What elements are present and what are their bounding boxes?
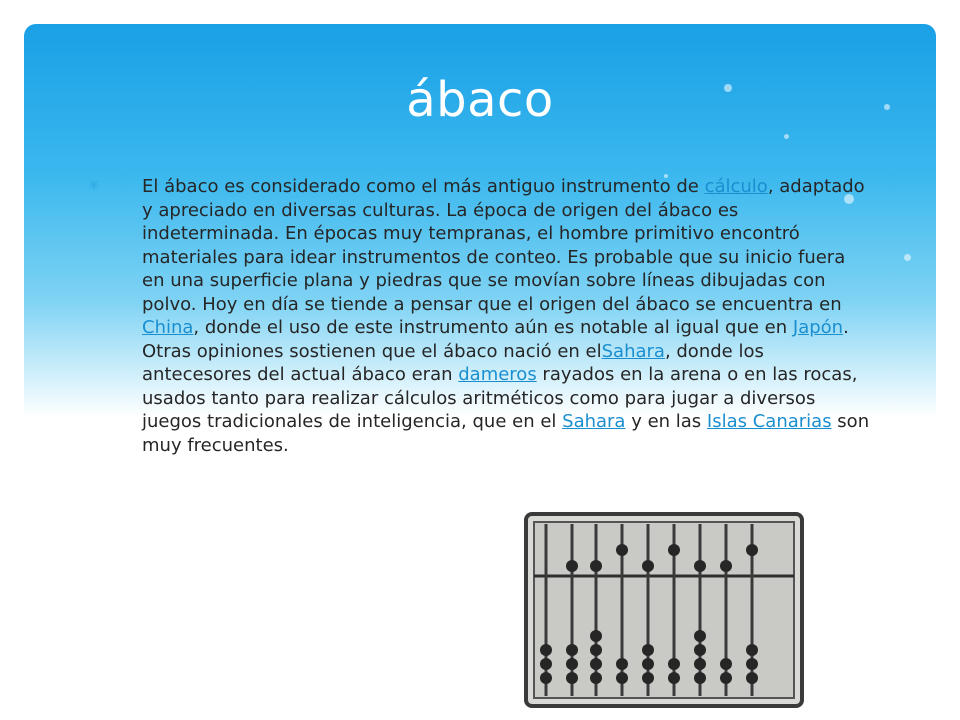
abacus-image-icon: [524, 510, 804, 710]
text-segment: , adaptado y apreciado en diversas culturas. La época de origen del ábaco es indeterminada. En épocas muy tempranas, el hombre primitivo encontró materiales para idear instrumentos de conteo. Es probable que su inicio fuera en una superficie plana y piedras que se movían sobre líneas dibujadas con polvo. Hoy en día se tiende a pensar que el origen del ábaco se encuentra en: [142, 176, 865, 315]
link-japon[interactable]: Japón: [792, 317, 844, 338]
text-segment: son muy frecuentes.: [142, 411, 870, 456]
text-segment: rayados en la arena o en las rocas, usados tanto para realizar cálculos aritméticos como para jugar a diversos juegos tradicionales de inteligencia, que en el: [142, 364, 858, 432]
text-segment: , donde los antecesores del actual ábaco eran: [142, 340, 764, 385]
paragraph: [112, 175, 872, 457]
text-segment: y en las: [625, 411, 707, 432]
text-segment: . Otras opiniones sostienen que el ábaco nació en el: [142, 317, 849, 362]
link-calculo[interactable]: cálculo: [704, 176, 768, 197]
sparkle-decoration: [784, 134, 789, 139]
link-dameros[interactable]: dameros: [458, 364, 537, 385]
link-islas-canarias[interactable]: Islas Canarias: [706, 411, 832, 432]
sparkle-decoration: [904, 254, 911, 261]
text-segment: , donde el uso de este instrumento aún es notable al igual que en: [193, 317, 793, 338]
link-sahara[interactable]: Sahara: [601, 340, 665, 362]
slide-title: ábaco: [406, 72, 554, 128]
text-segment: El ábaco es considerado como el más antiguo instrumento de: [142, 176, 705, 197]
link-china[interactable]: China: [142, 317, 194, 338]
body-text: [88, 175, 872, 457]
link-sahara-2[interactable]: Sahara: [562, 411, 626, 432]
asterisk-bullet-icon: ✳: [88, 178, 100, 194]
